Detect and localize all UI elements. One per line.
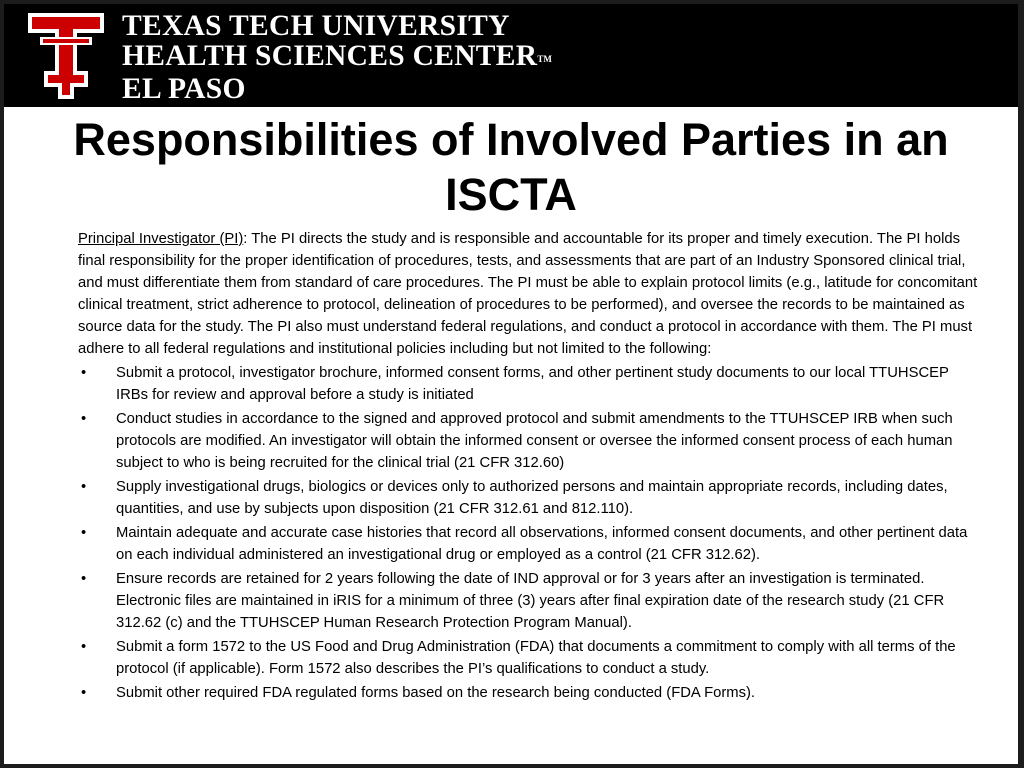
list-item-text: Submit a protocol, investigator brochure, informed consent forms, and other pertinent study documents to our local TTUHSCEP IRBs for review and approval before a study is initiated — [116, 365, 949, 403]
list-item-text: Ensure records are retained for 2 years following the date of IND approval or for 3 years after an investigation is terminated. Electronic files are maintained in iRIS for a minimum of three (3) years after final expiration date of the research study (21 CFR 312.62 (c) and the TTUHSCEP Human Research Protection Program Manual). — [116, 571, 945, 631]
list-item-text: Maintain adequate and accurate case histories that record all observations, informed consent documents, and other pertinent data on each individual administered an investigational drug or employed as a control (21 CFR 312.62). — [116, 525, 968, 563]
list-item-text: Submit other required FDA regulated forms based on the research being conducted (FDA Forms). — [116, 685, 756, 701]
list-item-text: Conduct studies in accordance to the signed and approved protocol and submit amendments to the TTUHSCEP IRB when such protocols are modified. An investigator will obtain the informed consent or oversee the informed consent process of each human subject to who is being recruited for the clinical trial (21 CFR 312.60) — [116, 411, 953, 471]
double-t-logo — [28, 13, 104, 101]
list-item — [78, 522, 984, 566]
bullet-marker: • — [81, 365, 87, 381]
list-item — [78, 636, 984, 680]
slide-body — [78, 228, 984, 704]
wordmark-line-1: TEXAS TECH UNIVERSITY — [122, 10, 510, 42]
list-item-text: Supply investigational drugs, biologics or devices only to authorized persons and maintain appropriate records, including dates, quantities, and use by subjects upon disposition (21 CFR 312.61 and 812.110). — [116, 479, 948, 517]
slide — [4, 4, 1018, 764]
bullet-marker: • — [81, 479, 87, 495]
bullet-marker: • — [81, 639, 87, 655]
list-item — [78, 362, 984, 406]
bullet-marker: • — [81, 525, 87, 541]
wordmark-line-3: EL PASO — [122, 73, 246, 105]
list-item — [78, 408, 984, 474]
list-item-text: Submit a form 1572 to the US Food and Drug Administration (FDA) that documents a commitment to comply with all terms of the protocol (if applicable). Form 1572 also describes the PI’s qualifications to conduct a study. — [116, 639, 956, 677]
wordmark-line-2 — [122, 41, 552, 74]
trademark-mark: TM — [537, 54, 552, 64]
wordmark-line-2-text: HEALTH SCIENCES CENTER — [122, 40, 538, 72]
double-t-logo-fill — [32, 17, 100, 95]
responsibility-list — [78, 362, 984, 704]
list-item — [78, 682, 984, 704]
pi-role-label: Principal Investigator (PI) — [78, 231, 244, 247]
bullet-marker: • — [81, 685, 87, 701]
list-item — [78, 568, 984, 634]
header-band — [4, 4, 1018, 107]
university-wordmark — [122, 11, 552, 104]
intro-paragraph — [78, 228, 984, 360]
bullet-marker: • — [81, 411, 87, 427]
double-t-logo-bar-inner — [43, 39, 89, 43]
slide-title: Responsibilities of Involved Parties in an ISCTA — [73, 114, 949, 220]
bullet-marker: • — [81, 571, 87, 587]
intro-text: : The PI directs the study and is responsible and accountable for its proper and timely execution. The PI holds final responsibility for the proper identification of procedures, tests, and assessments that are part of an Industry Sponsored clinical trial, and must differentiate them from standard of care procedures. The PI must be able to explain protocol limits (e.g., latitude for concomitant clinical treatment, strict adherence to protocol, delineation of procedures to be performed), and oversee the records to be maintained as source data for the study. The PI also must understand federal regulations, and conduct a protocol in accordance with them. The PI must adhere to all federal regulations and institutional policies including but not limited to the following: — [78, 231, 978, 357]
list-item — [78, 476, 984, 520]
